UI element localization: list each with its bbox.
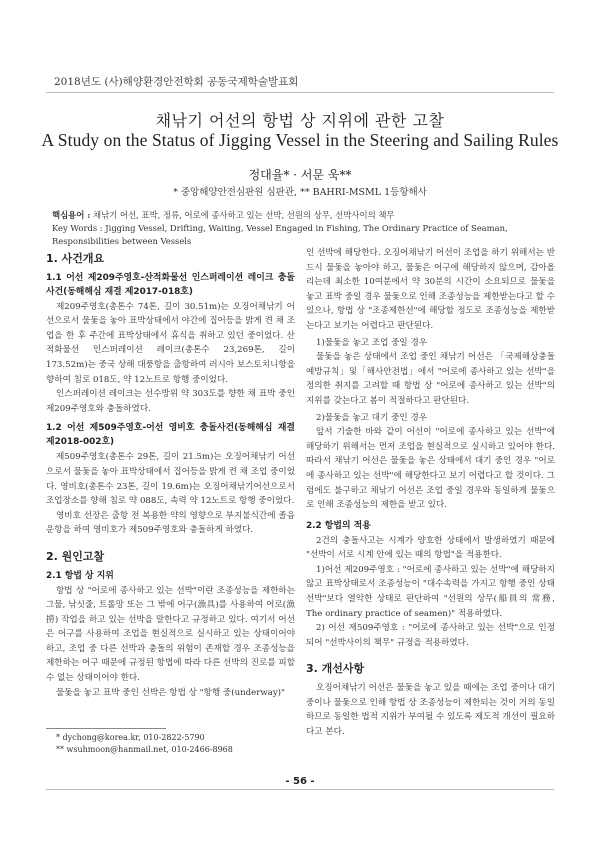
header-rule: [46, 92, 554, 93]
paragraph: 영비호 선장은 출항 전 복용한 약의 영향으로 부지불식간에 졸음운항을 하여 영비호가 제509주영호와 충돌하게 하였다.: [46, 510, 295, 536]
section-1-2-heading: 1.2 어선 제509주영호-어선 영비호 충돌사건(동해해심 재결 제2018-002호): [46, 423, 295, 448]
keywords-block: [52, 209, 552, 248]
keywords-korean: [52, 209, 552, 222]
footnote-1: * dychong@korea.kr, 010-2822-5790: [56, 733, 205, 742]
paragraph: 제509주영호(총톤수 29톤, 길이 21.5m)는 오징어채낚기 어선으로서 물돛을 놓아 표박상태에서 집어등을 밝게 켠 채 조업 중이었다. 영비호(총톤수 23톤, 길이 19.6m)는 오징어채낚기어선으로서 조업장소를 향해 침로 약 088도, 속력 약 12노트로 항행 중이었다.: [46, 452, 295, 507]
paragraph: 물돛을 놓고 표박 중인 선박은 항법 상 "항행 중(underway)": [56, 687, 285, 698]
section-1-heading: 1. 사건개요: [46, 252, 105, 265]
authors: 정대율* · 서문 욱**: [248, 168, 352, 182]
affiliation: * 중앙해양안전심판원 심판관, ** BAHRI-MSML 1등항해사: [173, 187, 427, 198]
keywords-korean-text: 채낚기 어선, 표박, 정류, 어로에 종사하고 있는 선박, 선원의 상무, 선박사이의 책무: [93, 210, 395, 220]
left-column: [46, 248, 295, 700]
footer-rule: [46, 789, 554, 790]
title-korean: 채낚기 어선의 항법 상 지위에 관한 고찰: [155, 111, 445, 130]
title-english: A Study on the Status of Jigging Vessel in the Steering and Sailing Rules: [41, 130, 559, 150]
paragraph: 인 선박에 해당한다. 오징어채낚기 어선이 조업을 하기 위해서는 반드시 물돛을 놓아야 하고, 물돛은 어구에 해당하지 않으며, 감아올리는데 최소한 10여분에서 약 30분의 시간이 소요되므로 물돛을 놓고 표박 중일 경우 물돛으로 인해 조종성능을 제한받는다고 할 수 있으나, 항법 상 "조종제한선"에 해당할 정도로 조종성능을 제한받는다고 보기는 어렵다고 판단된다.: [306, 248, 555, 331]
subheading-2: 2)물돛을 놓고 대기 중인 경우: [316, 412, 428, 423]
section-2-1-heading: 2.1 항법 상 지위: [46, 570, 114, 581]
subheading-1: 1)물돛을 놓고 조업 중일 경우: [316, 337, 428, 348]
section-1-1-heading: 1.1 어선 제209주영호-산적화물선 인스퍼레이션 레이크 충돌사건(동해해심 재결 제2017-018호): [46, 272, 295, 297]
paragraph: 인스퍼레이션 레이크는 선수방위 약 303도를 향한 채 표박 중인 제209주영호와 충돌하였다.: [46, 389, 295, 414]
section-3-heading: 3. 개선사항: [306, 662, 365, 676]
paragraph: 물돛을 놓은 상태에서 조업 중인 채낚기 어선은 「국제해상충돌예방규칙」및「해사안전법」에서 "어로에 종사하고 있는 선박"을 정의한 취지를 고려할 때 항법 상 "어로에 종사하고 있는 선박"의 지위를 갖는다고 봄이 적절하다고 판단된다.: [306, 352, 555, 406]
keywords-english: [52, 222, 552, 248]
paragraph: 제209주영호(총톤수 74톤, 길이 30.51m)는 오징어채낚기 어선으로서 물돛을 놓아 표박상태에서 야간에 집어등을 밝게 켠 채 조업을 한 후 주간에 표박상태에서 휴식을 취하고 있던 중이었다. 산적화물선 인스퍼레이션 레이크(총톤수 23,269톤, 길이 173.52m)는 중국 상해 대풍항을 출항하여 러시아 보스토치니항을 향하여 침로 018도, 약 12노트로 항행 중이었다.: [46, 301, 295, 385]
page-number: - 56 -: [285, 776, 315, 787]
paragraph: 2) 어선 제509주영호 : "어로에 종사하고 있는 선박"으로 인정되어 "선박사이의 책무" 규정을 적용하였다.: [306, 623, 555, 648]
keywords-english-label: Key Words :: [52, 223, 103, 233]
right-column: [306, 246, 555, 739]
paragraph: 앞서 기술한 바와 같이 어선이 "어로에 종사하고 있는 선박"에 해당하기 위해서는 먼저 조업을 현실적으로 실시하고 있어야 한다. 따라서 채낚기 어선은 물돛을 놓은 상태에서 대기 중인 경우 "어로에 종사하고 있는 선박"에 해당한다고 보기 어렵다고 할 것이다. 그럼에도 불구하고 채낚기 어선은 조업 중일 경우와 동일하게 물돛으로 인해 조종성능의 제한을 받고 있다.: [306, 427, 555, 511]
keywords-korean-label: 핵심용어 :: [52, 210, 91, 220]
footnote-rule: [46, 728, 166, 729]
paragraph: 항법 상 "어로에 종사하고 있는 선박"이란 조종성능을 제한하는 그물, 낚싯줄, 트롤망 또는 그 밖에 어구(漁具)를 사용하여 어로(漁撈) 작업을 하고 있는 선박을 말한다고 규정하고 있다. 여기서 어선은 어구를 사용하여 조업을 현실적으로 실시하고 있는 상태이어야 하고, 조업 중 다른 선박과 충돌의 위험이 존재할 경우 조종성능을 제한하는 어구 때문에 규정된 항법에 따라 다른 선박의 진로를 피할 수 없는 상태이어야 한다.: [46, 585, 295, 684]
journal-header: 2018년도 (사)해양환경안전학회 공동국제학술발표회: [54, 76, 299, 88]
paragraph: 오징어채낚기 어선은 물돛을 놓고 있을 때에는 조업 중이나 대기 중이나 물돛으로 인해 항법 상 조종성능이 제한되는 것이 거의 동일하므로 동일한 법적 지위가 부여될 수 있도록 제도적 개선이 필요하다고 본다.: [306, 683, 555, 737]
footnote-2: ** wsuhmoon@hanmail.net, 010-2466-8968: [56, 745, 233, 754]
paragraph: 2건의 충돌사고는 시계가 양호한 상태에서 발생하였기 때문에 "선박이 서로 시계 안에 있는 때의 항법"을 적용한다.: [306, 535, 555, 561]
section-2-2-heading: 2.2 항법의 적용: [306, 520, 371, 531]
keywords-english-text: Jigging Vessel, Drifting, Waiting, Vessel Engaged in Fishing, The Ordinary Practice of Seaman, Responsibilities between Vessels: [52, 223, 508, 246]
paragraph: 1)어선 제209주영호 : "어로에 종사하고 있는 선박"에 해당하지 않고 표박상태로서 조종성능이 "대수속력을 가지고 항행 중인 상태선박"보다 열악한 상태로 판단하여 "선원의 상무(船員의 常務, The ordinary practice of seamen)" 적용하였다.: [306, 564, 555, 619]
section-2-heading: 2. 원인고찰: [46, 549, 105, 563]
